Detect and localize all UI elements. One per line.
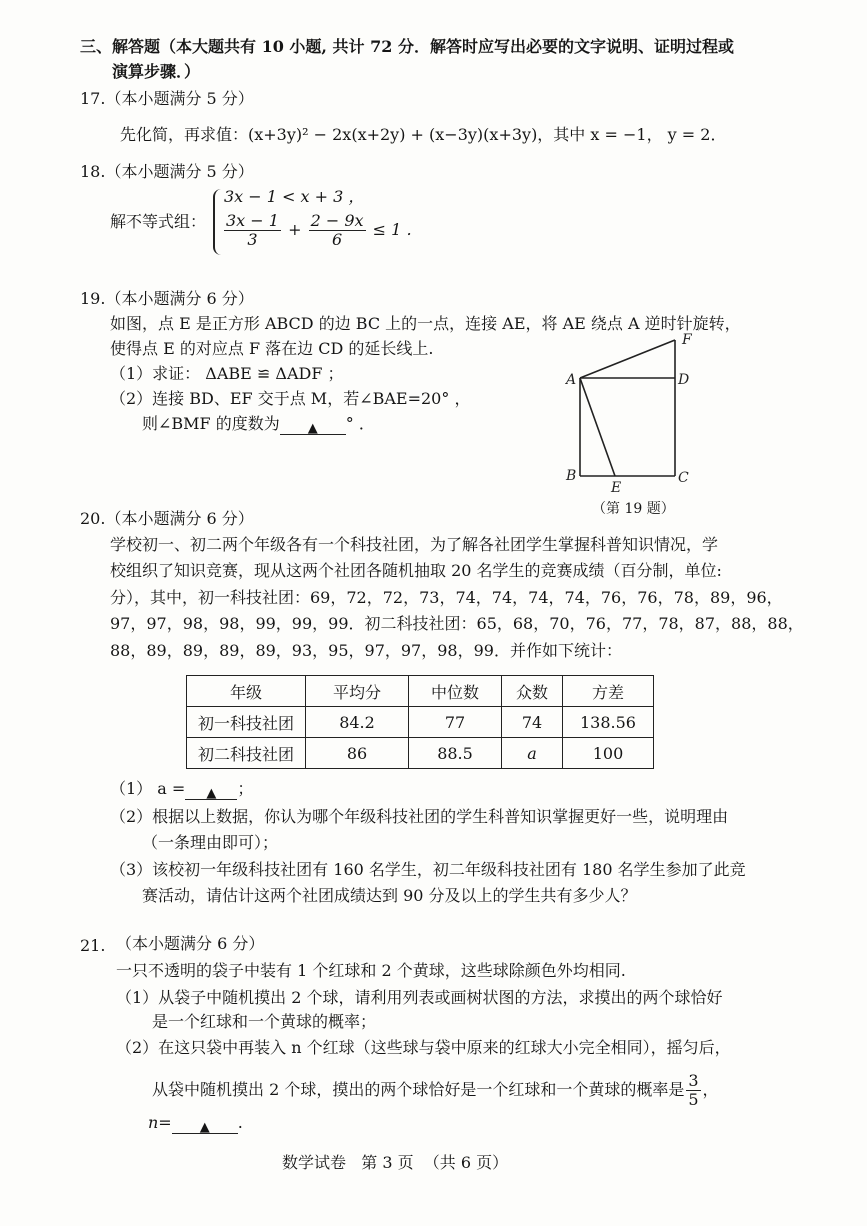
q20-part-2-cont: （一条理由即可）； xyxy=(142,833,279,852)
table-cell: 138.56 xyxy=(563,707,654,738)
header-mode: 众数 xyxy=(502,676,563,707)
label-E: E xyxy=(611,480,622,496)
inequality-tail: ≤ 1 ． xyxy=(372,220,423,239)
q19-part-2: （2）连接 BD、EF 交于点 M，若∠BAE=20° ， xyxy=(110,389,471,408)
q21-part-2: （2）在这只袋中再装入 n 个红球（这些球与袋中原来的红球大小完全相同），摇匀后， xyxy=(116,1038,731,1057)
q21-score: （本小题满分 6 分） xyxy=(116,934,265,953)
section-heading-cont: 演算步骤．） xyxy=(112,62,201,81)
label-C: C xyxy=(678,470,689,486)
q20-line-5: 88，89，89，89，89，93，95，97，97，98，99．并作如下统计： xyxy=(110,641,622,660)
segment-AF xyxy=(580,340,675,378)
table-cell: 74 xyxy=(502,707,563,738)
q21-part-2-cont: 从袋中随机摸出 2 个球，摸出的两个球恰好是一个红球和一个黄球的概率是 $\frac{3}{5}$ ， xyxy=(152,1071,719,1109)
table-cell: 84.2 xyxy=(306,707,409,738)
q20-line-3: 分），其中，初一科技社团：69，72，72，73，74，74，74，74，76，76，78，89，96， xyxy=(110,588,783,607)
fraction-1: $\frac{3x - 1}{3}$ xyxy=(226,211,279,249)
answer-blank[interactable]: ▲ xyxy=(185,781,237,800)
q18-inequality-2 xyxy=(222,212,422,249)
statistics-table xyxy=(186,675,654,769)
header-mean: 平均分 xyxy=(306,676,409,707)
q19-part-2-answer: 则∠BMF 的度数为 ▲ ° ． xyxy=(142,414,375,436)
table-cell: 88.5 xyxy=(409,738,502,769)
q20-line-2: 校组织了知识竞赛，现从这两个社团各随机抽取 20 名学生的竞赛成绩（百分制，单位: xyxy=(110,561,722,580)
probability-fraction: $\frac{3}{5}$ xyxy=(688,1071,699,1109)
fraction-2: $\frac{2 - 9x}{6}$ xyxy=(310,211,364,249)
label-F: F xyxy=(682,332,692,348)
segment-AE xyxy=(580,378,615,476)
q20-part-2: （2）根据以上数据，你认为哪个年级科技社团的学生科普知识掌握更好一些，说明理由 xyxy=(110,807,729,826)
page-footer: 数学试卷 第 3 页 （共 6 页） xyxy=(282,1153,509,1172)
q21-part-2-answer: n= ▲ . xyxy=(148,1113,243,1135)
q18-label: 解不等式组： xyxy=(110,212,207,231)
q21-number: 21. xyxy=(80,936,106,955)
q17-text: 先化简，再求值：(x+3y)² − 2x(x+2y) + (x−3y)(x+3y)，其中 x = −1， y = 2． xyxy=(120,125,727,144)
q20-part-3-cont: 赛活动，请估计这两个社团成绩达到 90 分及以上的学生共有多少人？ xyxy=(142,886,637,905)
label-A: A xyxy=(566,372,577,388)
q21-part-1-cont: 是一个红球和一个黄球的概率； xyxy=(152,1012,377,1031)
label-B: B xyxy=(566,468,577,484)
q19-part-1: （1）求证： ΔABE ≌ ΔADF ； xyxy=(110,364,344,383)
table-row xyxy=(187,738,654,769)
table-cell: 100 xyxy=(563,738,654,769)
section-heading: 三、解答题（本大题共有 10 小题, 共计 72 分．解答时应写出必要的文字说明、证明过程或 xyxy=(80,37,734,56)
q20-number: 20.（本小题满分 6 分） xyxy=(80,509,254,528)
q17-number: 17.（本小题满分 5 分） xyxy=(80,89,254,108)
header-variance: 方差 xyxy=(563,676,654,707)
header-median: 中位数 xyxy=(409,676,502,707)
table-cell: 86 xyxy=(306,738,409,769)
q19-line-1: 如图，点 E 是正方形 ABCD 的边 BC 上的一点，连接 AE，将 AE 绕点 A 逆时针旋转， xyxy=(110,314,741,333)
q18-inequality-1: 3x − 1 < x + 3 ， xyxy=(224,187,365,206)
q21-part-1: （1）从袋子中随机摸出 2 个球，请利用列表或画树状图的方法，求摸出的两个球恰好 xyxy=(116,988,723,1007)
table-cell: a xyxy=(502,738,563,769)
q20-line-4: 97，97，98，98，99，99，99．初二科技社团：65，68，70，76，77，78，87，88，88， xyxy=(110,614,804,633)
q20-line-1: 学校初一、初二两个年级各有一个科技社团，为了解各社团学生掌握科普知识情况，学 xyxy=(110,535,719,554)
header-grade: 年级 xyxy=(187,676,306,707)
answer-blank[interactable]: ▲ xyxy=(280,416,346,435)
square-figure xyxy=(560,330,710,520)
q19-number: 19.（本小题满分 6 分） xyxy=(80,289,254,308)
table-cell: 初二科技社团 xyxy=(187,738,306,769)
q19-line-2: 使得点 E 的对应点 F 落在边 CD 的延长线上. xyxy=(110,339,434,358)
q18-number: 18.（本小题满分 5 分） xyxy=(80,162,254,181)
figure-caption: （第 19 题） xyxy=(592,501,675,517)
table-header-row xyxy=(187,676,654,707)
plus-sign: + xyxy=(288,220,302,239)
q21-line-1: 一只不透明的袋子中装有 1 个红球和 2 个黄球，这些球除颜色外均相同. xyxy=(116,961,626,980)
label-D: D xyxy=(678,372,690,388)
q20-part-3: （3）该校初一年级科技社团有 160 名学生，初二年级科技社团有 180 名学生参加了此竞 xyxy=(110,860,746,879)
table-cell: 初一科技社团 xyxy=(187,707,306,738)
table-cell: 77 xyxy=(409,707,502,738)
table-row xyxy=(187,707,654,738)
answer-blank[interactable]: ▲ xyxy=(172,1115,238,1134)
q20-part-1: （1） a = ▲ ； xyxy=(110,779,254,801)
